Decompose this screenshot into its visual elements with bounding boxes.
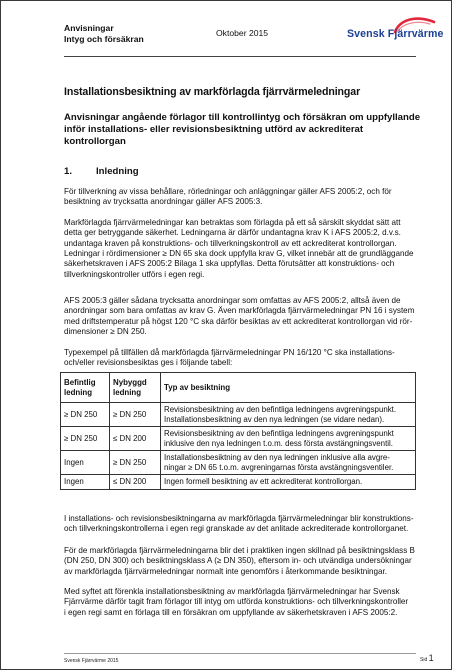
paragraph-1 xyxy=(64,187,416,208)
header-doc-type xyxy=(64,23,144,45)
paragraph-7 xyxy=(64,587,416,618)
header-text: Typ av besiktning xyxy=(164,382,231,392)
subtitle-line-1: Anvisningar angående förlagor till kontrollintyg och försäkran om uppfyllande xyxy=(64,112,421,123)
text-line: För tillverkning av vissa behållare, rörledningar och anläggningar gäller AFS 2005:2, och för xyxy=(64,187,392,196)
footer-divider xyxy=(64,653,416,654)
cell-line: Revisionsbesiktning av den befintliga ledningens avgreningspunkt. xyxy=(164,404,397,414)
text-line: undantaga kraven på konstruktions- och tillverkningskontroll av ett ackrediterat kontrollorgan. xyxy=(64,238,397,248)
document-subtitle xyxy=(64,112,424,148)
header-date: Oktober 2015 xyxy=(216,28,269,38)
text-line: i egen regi samt en förlaga till en försäkran om uppfyllande av säkerhetskraven i AFS 2005:2. xyxy=(64,607,398,617)
header-text: ledning xyxy=(64,387,93,397)
paragraph-5 xyxy=(64,514,416,535)
table-row xyxy=(61,451,416,475)
cell-line: ningar ≥ DN 65 t.o.m. avgreningarnas första avstängningsventiler. xyxy=(164,462,394,472)
cell-new: ≤ DN 200 xyxy=(110,427,161,451)
text-line: Fjärrvärme därför tagit fram förlagor till intyg om utförda konstruktions- och tillverkningskontroller xyxy=(64,597,409,607)
text-line: säkerhetskraven i AFS 2005:2 Bilaga 1 ska uppfyllas. Detta förutsätter att konstruktions- och xyxy=(64,259,395,269)
section-title: Inledning xyxy=(96,166,139,177)
inspection-table xyxy=(60,372,416,490)
text-line: Ledningar i rördimensioner ≥ DN 65 ska dock uppfylla krav G, vilket innebär att de grundläggande xyxy=(64,249,414,259)
text-line: och tillverkningskontrollerna i egen regi granskade av det anlitade ackrediterade kontrollorganet. xyxy=(64,524,409,534)
cell-type xyxy=(161,427,416,451)
text-line: av markförlagda fjärrvärmeledningar normalt inte genomförs i återkommande besiktningar. xyxy=(64,566,388,576)
header-existing-pipe xyxy=(61,373,110,403)
footer-page-number xyxy=(420,653,434,663)
cell-new: ≤ DN 200 xyxy=(110,475,161,490)
header-divider xyxy=(64,56,416,57)
paragraph-4 xyxy=(64,348,416,369)
cell-type xyxy=(161,475,416,490)
svensk-fjarrvarme-logo xyxy=(337,13,449,49)
text-line: med driftstemperatur på högst 120 °C ska därför besiktas av ett ackrediterat kontrollorgan vid rör- xyxy=(64,316,413,326)
text-line: dimensioner ≥ DN 250. xyxy=(64,327,147,337)
cell-type xyxy=(161,451,416,475)
cell-existing: ≥ DN 250 xyxy=(61,427,110,451)
header-new-pipe xyxy=(110,373,161,403)
cell-existing: Ingen xyxy=(61,451,110,475)
table-row xyxy=(61,427,416,451)
logo-text: Svensk Fjärrvärme xyxy=(347,28,444,40)
cell-type xyxy=(161,403,416,427)
page-number: 1 xyxy=(428,653,434,663)
header-text: ledning xyxy=(113,387,142,397)
text-line: Typexempel på tillfällen då markförlagda fjärrvärmeledningar PN 16/120 °C ska installations- xyxy=(64,348,395,357)
cell-line: Installationsbesiktning av den nya ledningen (se vidare nedan). xyxy=(164,414,385,424)
paragraph-2 xyxy=(64,218,416,280)
text-line: (DN 250, DN 300) och besiktningsklass A (≥ DN 350), eftersom in- och utvändiga undersökningar xyxy=(64,556,412,566)
table-row xyxy=(61,403,416,427)
cell-existing: ≥ DN 250 xyxy=(61,403,110,427)
text-line: AFS 2005:3 gäller sådana trycksatta anordningar som omfattas av AFS 2005:2, alltså även de xyxy=(64,296,401,305)
page-label: Sid xyxy=(420,657,428,663)
table-row xyxy=(61,475,416,490)
cell-line: Revisionsbesiktning av den befintliga ledningens avgreningspunkt xyxy=(164,428,394,438)
cell-line: Installationsbesiktning av den nya ledningen inklusive alla avgre- xyxy=(164,452,390,462)
header-text: Nybyggd xyxy=(113,377,147,387)
section-number: 1. xyxy=(64,166,73,177)
cell-existing: Ingen xyxy=(61,475,110,490)
text-line: Med syftet att förenkla installationsbesiktning av markförlagda fjärrvärmeledningar har Svensk xyxy=(64,587,400,596)
text-line: tillverkningskontroller utförs i egen regi. xyxy=(64,269,205,279)
cell-new: ≥ DN 250 xyxy=(110,403,161,427)
text-line: detta ger betryggande säkerhet. Ledningarna är därför undantagna krav K i AFS 2005:2, d.v.s. xyxy=(64,228,401,238)
cell-line: Ingen formell besiktning av ett ackrediterat kontrollorgan. xyxy=(164,477,363,487)
text-line: I installations- och revisionsbesiktningarna av markförlagda fjärrvärmeledningar blir konstruktions- xyxy=(64,514,414,523)
header-line-2: Intyg och försäkran xyxy=(64,34,144,44)
text-line: För de markförlagda fjärrvärmeledningarna blir det i praktiken ingen skillnad på besiktningsklass B xyxy=(64,546,415,555)
header-inspection-type xyxy=(161,373,416,403)
header-line-1: Anvisningar xyxy=(64,23,114,33)
text-line: besiktning av trycksatta anordningar gäller AFS 2005:3. xyxy=(64,197,263,207)
document-title: Installationsbesiktning av markförlagda fjärrvärmeledningar xyxy=(64,86,361,98)
paragraph-3 xyxy=(64,296,416,337)
text-line: Markförlagda fjärrvärmeledningar kan betraktas som förlagda på ett så särskilt skyddat sätt att xyxy=(64,218,401,227)
table-header-row xyxy=(61,373,416,403)
header-text: Befintlig xyxy=(64,377,96,387)
text-line: anordningar som bara omfattas av krav G. Även markförlagda fjärrvärmeledningar PN 16 i system xyxy=(64,306,415,316)
cell-new: ≥ DN 250 xyxy=(110,451,161,475)
text-line: och/eller revisionsbesiktas ges i följande tabell: xyxy=(64,358,233,368)
paragraph-6 xyxy=(64,546,416,577)
cell-line: inklusive den nya ledningen t.o.m. dess första avstängningsventil. xyxy=(164,438,393,448)
footer-copyright: Svensk Fjärrvärme 2015 xyxy=(64,658,119,664)
subtitle-line-2: inför installations- eller revisionsbesiktning utförd av ackrediterat kontrollorgan xyxy=(64,124,364,147)
